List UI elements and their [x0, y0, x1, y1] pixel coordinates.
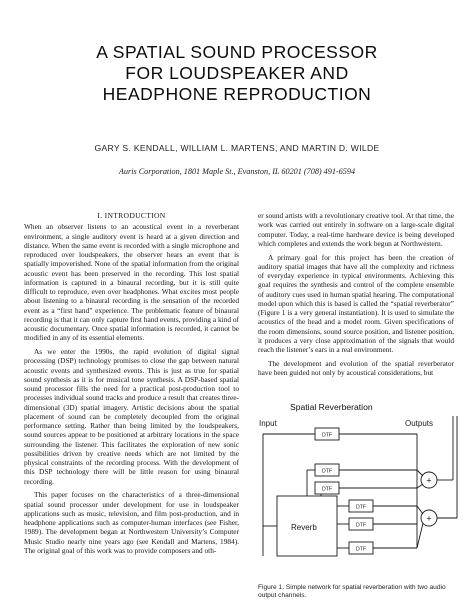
- left-column: [24, 211, 239, 560]
- right-column: [258, 211, 454, 382]
- body-paragraph: A primary goal for this project has been the creation of auditory spatial images that have all the complexity and richness of everyday experience in typical environments. Achieving this goal requires the synthesis and control of the complete ensemble of auditory cues used in human spatial hearing. The computational model upon which this is based is called the “spatial reverberator” (Figure 1 is a very general instantiation). It is used to simulate the acoustics of the head and a model room. Given specifications of the room dimensions, sound source position, and listener position, it produces a very close approximation of the signals that would reach the listener’s ears in a real environment.: [258, 252, 454, 354]
- sum-symbol: +: [426, 475, 432, 486]
- body-paragraph: This paper focuses on the characteristics of a three-dimensional spatial sound processor under development for use in loudspeaker applications such as music, television, and film post-production, and in headphone applications such as computer-human interfaces (see Fisher, 1989). The development began at Northwestern University’s Computer Music Studio nearly nine years ago (see Kendall and Martens, 1984). The original goal of this work was to provide composers and oth-: [24, 490, 239, 555]
- title-line: HEADPHONE REPRODUCTION: [102, 84, 372, 104]
- title-line: FOR LOUDSPEAKER AND: [125, 63, 349, 83]
- dtf-label: DTF: [321, 432, 333, 439]
- summer-input-line: [417, 470, 423, 476]
- dtf-label: DTF: [355, 504, 367, 511]
- figure-title: Spatial Reverberation: [290, 402, 373, 412]
- outputs-label: Outputs: [405, 419, 434, 428]
- body-paragraph: As we enter the 1990s, the rapid evolution of digital signal processing (DSP) technology promises to close the gap between natural acoustic events and synthesized events. This is just as true for spatial sound synthesis as it is for musical tone synthesis. A DSP-based spatial sound processor fills the need for a practical post-production tool to processes individual sound tracks and produce a result that creates three-dimensional (3D) spatial imagery. Artistic decisions about the spatial placement of sound can be completely decoupled from the original performance setting. Rather than being limited by the loudspeakers, sound sources appear to be positioned at arbitrary locations in the space surrounding the listener. This facilitates the exploration of new sonic possibilities driven by creative needs which are not limited by the physical constraints of the recording process. With the development of this DSP technology there will be little reason for using binaural recording.: [24, 347, 239, 486]
- spatial-reverberation-diagram: [255, 406, 460, 578]
- paper-title: [0, 42, 474, 105]
- body-paragraph: er sound artists with a revolutionary creative tool. At that time, the work was carried out entirely in software on a large-scale digital computer. Today, a real-time hardware device is being developed which completes and extends the work begun at Northwestern.: [258, 211, 454, 248]
- body-paragraph: The development and evolution of the spatial reverberator have been guided not only by acoustical considerations, but: [258, 358, 454, 377]
- figure-caption: Figure 1. Simple network for spatial reverberation with two audio output channels.: [258, 584, 446, 599]
- reverb-label: Reverb: [291, 523, 317, 532]
- body-paragraph: When an observer listens to an acoustical event in a reverberant environment, a single auditory event is heard at a given direction and distance. When the same event is recorded with a single microphone and reproduced over loudspeakers, the observer hears an event that is spatially impoverished. None of the spatial information from the original acoustic event has been preserved in the recording. This lost spatial information is captured in a binaural recording, but it is still quite difficult to reproduce, even over headphones. What excites most people about listening to a binaural recording is the sensation of the recorded event as a “first hand” experience. The problematic feature of binaural recording is that it can only capture first hand events, providing a kind of acoustic documentary. Once spatial information is recorded, it cannot be modified in any of its essential elements.: [24, 222, 239, 343]
- dtf-label: DTF: [355, 546, 367, 553]
- dtf-label: DTF: [321, 468, 333, 475]
- summer-input-line: [417, 523, 423, 548]
- affiliation: Auris Corporation, 1801 Maple St., Evanston, IL 60201 (708) 491-6594: [118, 167, 356, 176]
- author-list: GARY S. KENDALL, WILLIAM L. MARTENS, AND MARTIN D. WILDE: [94, 143, 380, 153]
- sum-symbol: +: [426, 513, 432, 524]
- dtf-label: DTF: [321, 486, 333, 493]
- summer-input-line: [417, 484, 423, 488]
- section-heading: I. INTRODUCTION: [97, 211, 166, 220]
- dtf-label: DTF: [355, 522, 367, 529]
- title-line: A SPATIAL SOUND PROCESSOR: [96, 42, 378, 62]
- summer-input-line: [417, 506, 423, 514]
- input-label: Input: [259, 419, 277, 428]
